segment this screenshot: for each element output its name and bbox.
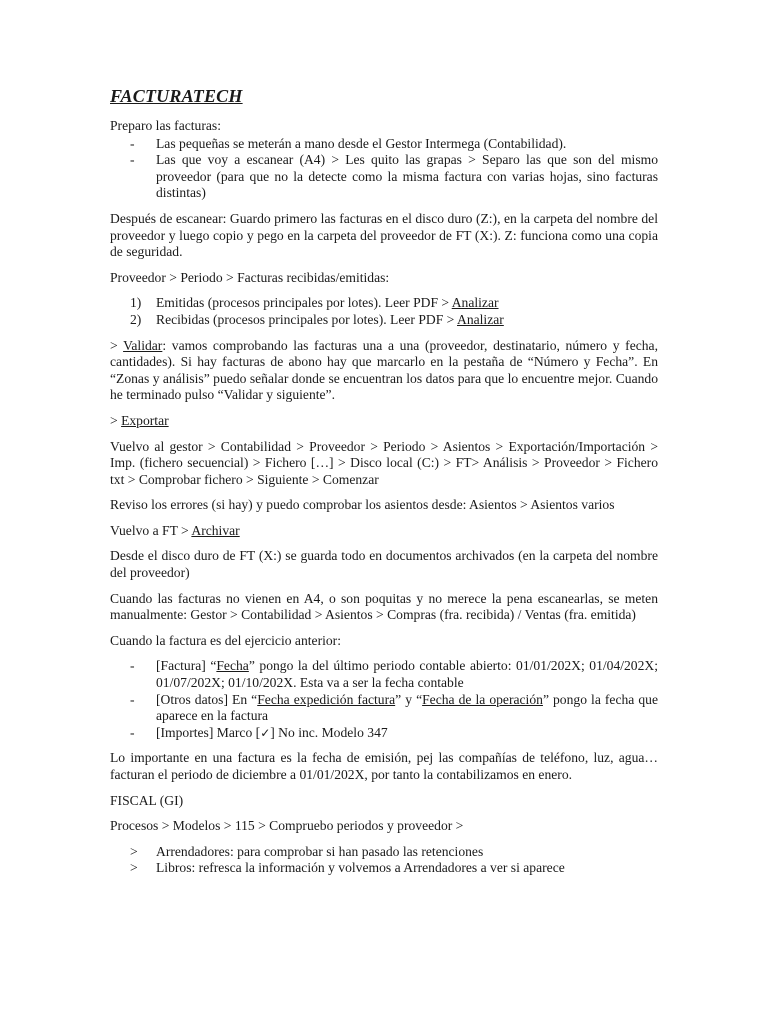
fecha-operacion-link: Fecha de la operación (422, 691, 543, 707)
list-item-text: [Otros datos] En “ (156, 691, 258, 707)
list-marker: 2) (130, 311, 142, 327)
list-marker: - (130, 135, 135, 151)
fecha-link: Fecha (216, 658, 249, 674)
paragraph-procesos: Procesos > Modelos > 115 > Compruebo periodos y proveedor > (110, 818, 464, 834)
list-item (110, 658, 658, 691)
exportar-link: Exportar (121, 412, 169, 428)
list-item-text: Las pequeñas se meterán a mano desde el Gestor Intermega (Contabilidad). (156, 135, 567, 151)
checkmark-icon: ✓ (260, 725, 271, 740)
vuelvo-prefix: Vuelvo a FT > (110, 522, 192, 538)
paragraph-ejercicio-anterior: Cuando la factura es del ejercicio anterior: (110, 632, 341, 648)
list-item (110, 860, 658, 877)
list-item (110, 844, 658, 861)
list-item-text: Libros: refresca la información y volvemos a Arrendadores a ver si aparece (156, 860, 565, 876)
paragraph-preparo: Preparo las facturas: (110, 118, 221, 133)
paragraph-vuelvo-gestor: Vuelvo al gestor > Contabilidad > Proveedor > Periodo > Asientos > Exportación/Importación > Imp. (fichero secuencial) > Fichero […] > Disco local (C:) > FT> Análisis > Proveedor > Fichero txt > Comprobar fichero > Siguiente > Comenzar (110, 438, 658, 487)
list-marker: 1) (130, 295, 142, 311)
paragraph-fecha-emision: Lo importante en una factura es la fecha de emisión, pej las compañías de teléfono, luz, agua… facturan el periodo de diciembre a 01/01/202X, por tanto la contabilizamos en enero. (110, 750, 658, 782)
list-item-text: ” pongo la fecha que aparece en la factura (156, 691, 658, 724)
list-item (110, 692, 658, 725)
paragraph-reviso-errores: Reviso los errores (si hay) y puedo comprobar los asientos desde: Asientos > Asientos varios (110, 497, 615, 513)
list-item (110, 136, 658, 153)
list-item-text: ” y “ (395, 691, 423, 707)
validar-text: : vamos comprobando las facturas una a una (proveedor, destinatario, número y fecha, cantidades). Si hay facturas de abono hay que marcarlo en la pestaña de “Número y Fecha”. En “Zonas y análisis” puedo señalar donde se encuentran los datos para que lo encuentre mejor. Cuando he terminado pulso “Validar y siguiente”. (110, 337, 658, 403)
arrow-prefix: > (110, 412, 122, 428)
list-lotes (110, 295, 658, 328)
validar-link: Validar (123, 337, 163, 353)
arrow-prefix: > (110, 337, 124, 353)
list-item-text: [Importes] Marco [ (156, 724, 261, 740)
list-item-text: [Factura] “ (156, 658, 217, 674)
list-marker: > (130, 843, 138, 859)
list-marker: - (130, 152, 135, 168)
list-marker: - (130, 658, 135, 674)
list-fiscal (110, 844, 658, 877)
list-ejercicio (110, 658, 658, 741)
list-item (110, 152, 658, 202)
paragraph-despues-escanear: Después de escanear: Guardo primero las facturas en el disco duro (Z:), en la carpeta del nombre del proveedor y luego copio y pego en la carpeta del proveedor de FT (X:). Z: funciona como una copia de seguridad. (110, 210, 658, 260)
paragraph-exportar (110, 413, 658, 430)
list-marker: - (130, 724, 135, 740)
paragraph-disco-duro: Desde el disco duro de FT (X:) se guarda todo en documentos archivados (en la carpeta del nombre del proveedor) (110, 548, 658, 581)
list-item-text: Las que voy a escanear (A4) > Les quito las grapas > Separo las que son del mismo proveedor (para que no la detecte como la misma factura con varias hojas, sino facturas distintas) (156, 152, 658, 201)
paragraph-vuelvo-ft (110, 523, 658, 540)
list-preparo (110, 136, 658, 202)
list-marker: > (130, 860, 138, 876)
section-heading-fiscal: FISCAL (GI) (110, 792, 184, 808)
list-item (110, 725, 658, 742)
list-item-text: Arrendadores: para comprobar si han pasado las retenciones (156, 843, 484, 859)
paragraph-manual: Cuando las facturas no vienen en A4, o son poquitas y no merece la pena escanearlas, se meten manualmente: Gestor > Contabilidad > Asientos > Compras (fra. recibida) / Ventas (fra. emitida) (110, 590, 658, 623)
analizar-link: Analizar (457, 311, 504, 327)
list-marker: - (130, 691, 135, 707)
paragraph-validar (110, 338, 658, 404)
list-item-text: ” pongo la del último periodo contable abierto: 01/01/202X; 01/04/202X; 01/07/202X; 01/10/202X. Esta va a ser la fecha contable (156, 658, 658, 691)
fecha-expedicion-link: Fecha expedición factura (257, 691, 396, 707)
list-item-text: ] No inc. Modelo 347 (270, 724, 388, 740)
list-item-text: Emitidas (procesos principales por lotes). Leer PDF > (156, 295, 452, 311)
list-item-text: Recibidas (procesos principales por lotes). Leer PDF > (156, 311, 457, 327)
analizar-link: Analizar (451, 295, 499, 311)
archivar-link: Archivar (191, 522, 240, 538)
list-item (110, 312, 658, 329)
list-item (110, 295, 658, 312)
paragraph-proveedor-periodo: Proveedor > Periodo > Facturas recibidas/emitidas: (110, 269, 390, 285)
document-title: FACTURATECH (110, 86, 243, 106)
